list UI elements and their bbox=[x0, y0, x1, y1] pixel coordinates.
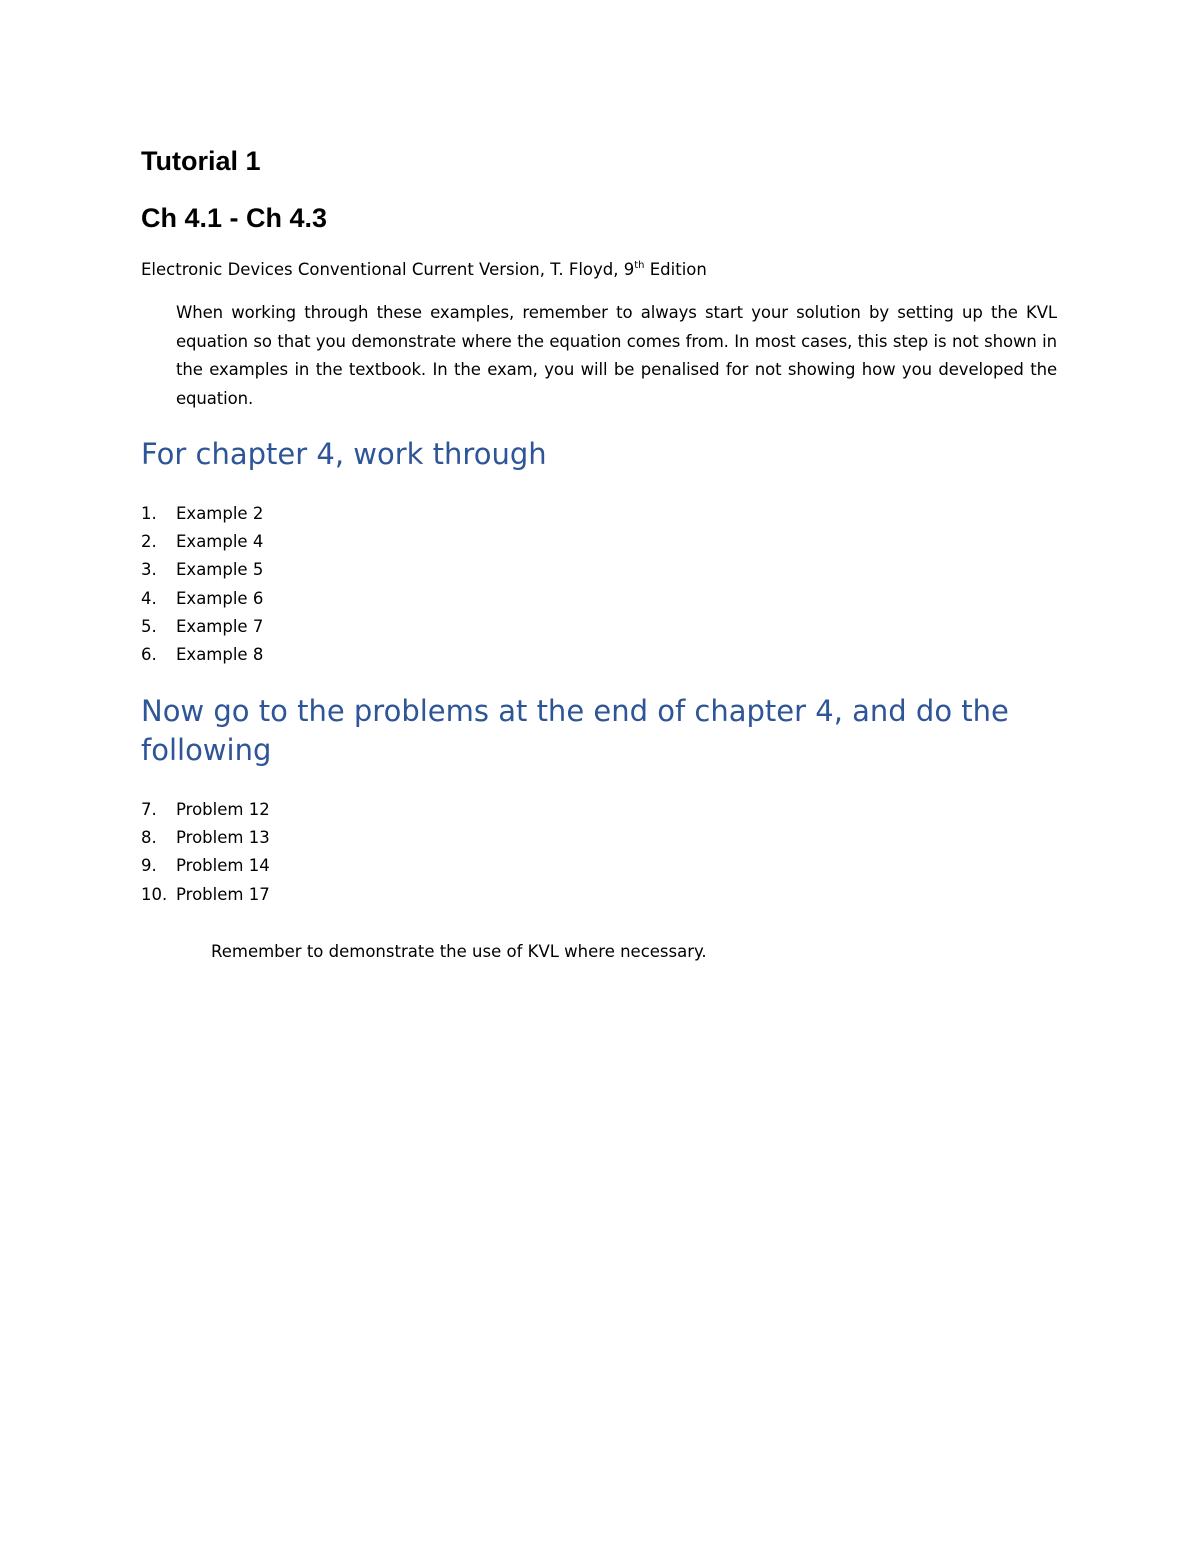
list-item bbox=[141, 824, 270, 852]
list-item bbox=[141, 528, 263, 556]
list-item-label: Example 4 bbox=[176, 532, 264, 552]
list-item-label: Example 2 bbox=[176, 504, 264, 523]
problems-heading: Now go to the problems at the end of chapter 4, and do the following bbox=[141, 694, 1009, 767]
list-item-number: 4. bbox=[141, 588, 157, 608]
list-item-label: Problem 12 bbox=[176, 800, 270, 819]
document-subtitle: Ch 4.1 - Ch 4.3 bbox=[141, 203, 328, 233]
list-item bbox=[141, 852, 270, 880]
reference-text: Electronic Devices Conventional Current Version, T. Floyd, 9 bbox=[141, 260, 635, 279]
document-title: Tutorial 1 bbox=[141, 146, 261, 176]
list-item bbox=[141, 641, 263, 669]
problems-list bbox=[141, 796, 270, 909]
list-item-label: Example 5 bbox=[176, 560, 264, 580]
list-item-label: Problem 13 bbox=[176, 828, 270, 848]
list-item-label: Example 8 bbox=[176, 645, 264, 665]
list-item-number: 1. bbox=[141, 504, 157, 523]
list-item bbox=[141, 613, 263, 641]
instructions-paragraph: When working through these examples, remember to always start your solution by setting up the KVL equation so that you demonstrate where the equation comes from. In most cases, this step is not shown in the examples in the textbook. In the exam, you will be penalised for not showing how you developed the equation. bbox=[176, 303, 1057, 408]
list-item-label: Example 7 bbox=[176, 616, 264, 636]
list-item-number: 5. bbox=[141, 616, 157, 636]
reminder-note: Remember to demonstrate the use of KVL where necessary. bbox=[211, 942, 707, 961]
list-item bbox=[141, 881, 270, 909]
list-item-label: Example 6 bbox=[176, 588, 264, 608]
list-item-label: Problem 14 bbox=[176, 856, 270, 876]
list-item-number: 2. bbox=[141, 532, 157, 552]
list-item-number: 7. bbox=[141, 800, 157, 819]
reference-superscript: th bbox=[634, 260, 645, 271]
examples-list bbox=[141, 500, 263, 669]
reference-text-end: Edition bbox=[644, 260, 707, 279]
list-item-number: 10. bbox=[141, 884, 168, 904]
list-item-label: Problem 17 bbox=[176, 884, 270, 904]
textbook-reference bbox=[141, 258, 707, 282]
list-item-number: 8. bbox=[141, 828, 157, 848]
examples-heading: For chapter 4, work through bbox=[141, 437, 547, 471]
list-item bbox=[141, 796, 270, 824]
list-item-number: 6. bbox=[141, 645, 157, 665]
list-item-number: 3. bbox=[141, 560, 157, 580]
list-item-number: 9. bbox=[141, 856, 157, 876]
list-item bbox=[141, 556, 263, 584]
list-item bbox=[141, 585, 263, 613]
list-item bbox=[141, 500, 263, 528]
